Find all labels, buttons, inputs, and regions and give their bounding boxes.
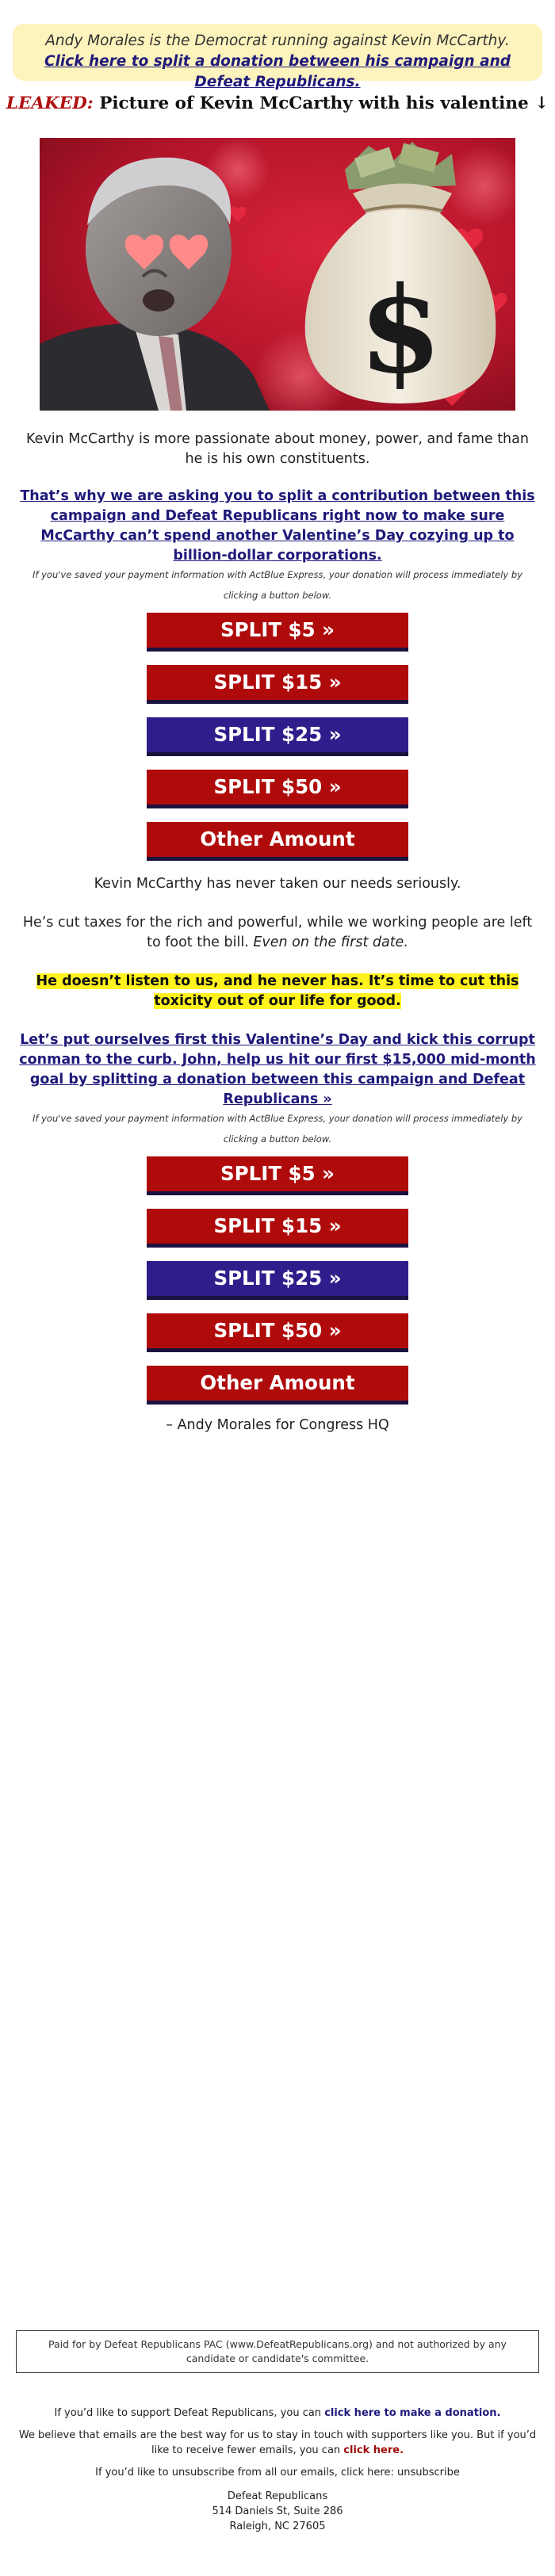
- headline: [0, 94, 555, 113]
- org-name: Defeat Republicans: [227, 2490, 328, 2502]
- top-banner: [13, 24, 542, 90]
- split-contribution-link[interactable]: That’s why we are asking you to split a contribution between this campaign and Defeat Republicans right now to make sure McCarthy can’t spend another Valentine’s Day cozying up to billion-dollar corporations.: [20, 488, 535, 564]
- banner-text: Andy Morales is the Democrat running against Kevin McCarthy.: [45, 32, 510, 49]
- unsubscribe-link[interactable]: unsubscribe: [396, 2467, 460, 2479]
- taxes-paragraph: [16, 913, 539, 953]
- fine-print-2: If you've saved your payment information with ActBlue Express, your donation will process immediately by clicking a button below.: [33, 1113, 522, 1145]
- support-text: If you’d like to support Defeat Republicans, you can: [54, 2407, 322, 2419]
- support-line: [16, 2406, 539, 2421]
- taxes-text: He’s cut taxes for the rich and powerful, while we working people are left to foot the bill.: [22, 915, 533, 950]
- unsubscribe-line: [16, 2465, 539, 2480]
- fewer-emails-line: [16, 2428, 539, 2458]
- headline-text: Picture of Kevin McCarthy with his valentine: [99, 94, 529, 113]
- down-arrow-icon: ↓: [534, 94, 549, 113]
- dollar-sign-icon: $: [358, 261, 442, 400]
- goal-donation-link[interactable]: Let’s put ourselves first this Valentine’s Day and kick this corrupt conman to the curb. John, help us hit our first $15,000 mid-month goal by splitting a donation between this campaign and Defeat Republicans »: [19, 1032, 536, 1107]
- signoff: – Andy Morales for Congress HQ: [166, 1417, 389, 1433]
- fine-print-1: If you've saved your payment information with ActBlue Express, your donation will process immediately by clicking a button below.: [33, 569, 522, 601]
- address-line-1: 514 Daniels St, Suite 286: [212, 2505, 343, 2517]
- intro-paragraph: Kevin McCarthy is more passionate about money, power, and fame than he is his own constituents.: [26, 431, 529, 467]
- unsubscribe-text: If you’d like to unsubscribe from all our emails, click here:: [95, 2467, 394, 2479]
- donation-buttons-2: [147, 1156, 408, 1418]
- fewer-emails-link[interactable]: click here.: [343, 2444, 404, 2456]
- address-line-2: Raleigh, NC 27605: [229, 2521, 326, 2532]
- split-50-button[interactable]: SPLIT $50 »: [147, 1313, 408, 1352]
- first-date-text: Even on the first date.: [253, 934, 408, 950]
- split-15-button[interactable]: SPLIT $15 »: [147, 665, 408, 704]
- paid-for-disclaimer: Paid for by Defeat Republicans PAC (www.DefeatRepublicans.org) and not authorized by any candidate or candidate's committee.: [16, 2330, 539, 2373]
- split-5-button[interactable]: SPLIT $5 »: [147, 613, 408, 652]
- split-15-button[interactable]: SPLIT $15 »: [147, 1209, 408, 1248]
- other-amount-button[interactable]: Other Amount: [147, 822, 408, 861]
- other-amount-button[interactable]: Other Amount: [147, 1366, 408, 1405]
- make-donation-link[interactable]: click here to make a donation.: [324, 2407, 501, 2419]
- split-25-button[interactable]: SPLIT $25 »: [147, 1261, 408, 1300]
- headline-leaked: LEAKED:: [6, 94, 94, 113]
- donation-buttons-1: [147, 613, 408, 874]
- split-25-button[interactable]: SPLIT $25 »: [147, 717, 408, 756]
- cta-paragraph-1: [16, 487, 539, 566]
- split-5-button[interactable]: SPLIT $5 »: [147, 1156, 408, 1195]
- highlighted-text: He doesn’t listen to us, and he never has. It’s time to cut this toxicity out of our life for good.: [36, 973, 519, 1009]
- cta-paragraph-2: [16, 1030, 539, 1110]
- highlight-paragraph: [16, 972, 539, 1011]
- banner-donate-link[interactable]: Click here to split a donation between his campaign and Defeat Republicans.: [44, 53, 511, 90]
- hero-image: [40, 138, 515, 411]
- fewer-emails-text: We believe that emails are the best way for us to stay in touch with supporters like you. But if you’d like to receive fewer emails, you can: [18, 2429, 537, 2456]
- needs-paragraph: Kevin McCarthy has never taken our needs seriously.: [94, 876, 461, 892]
- split-50-button[interactable]: SPLIT $50 »: [147, 770, 408, 808]
